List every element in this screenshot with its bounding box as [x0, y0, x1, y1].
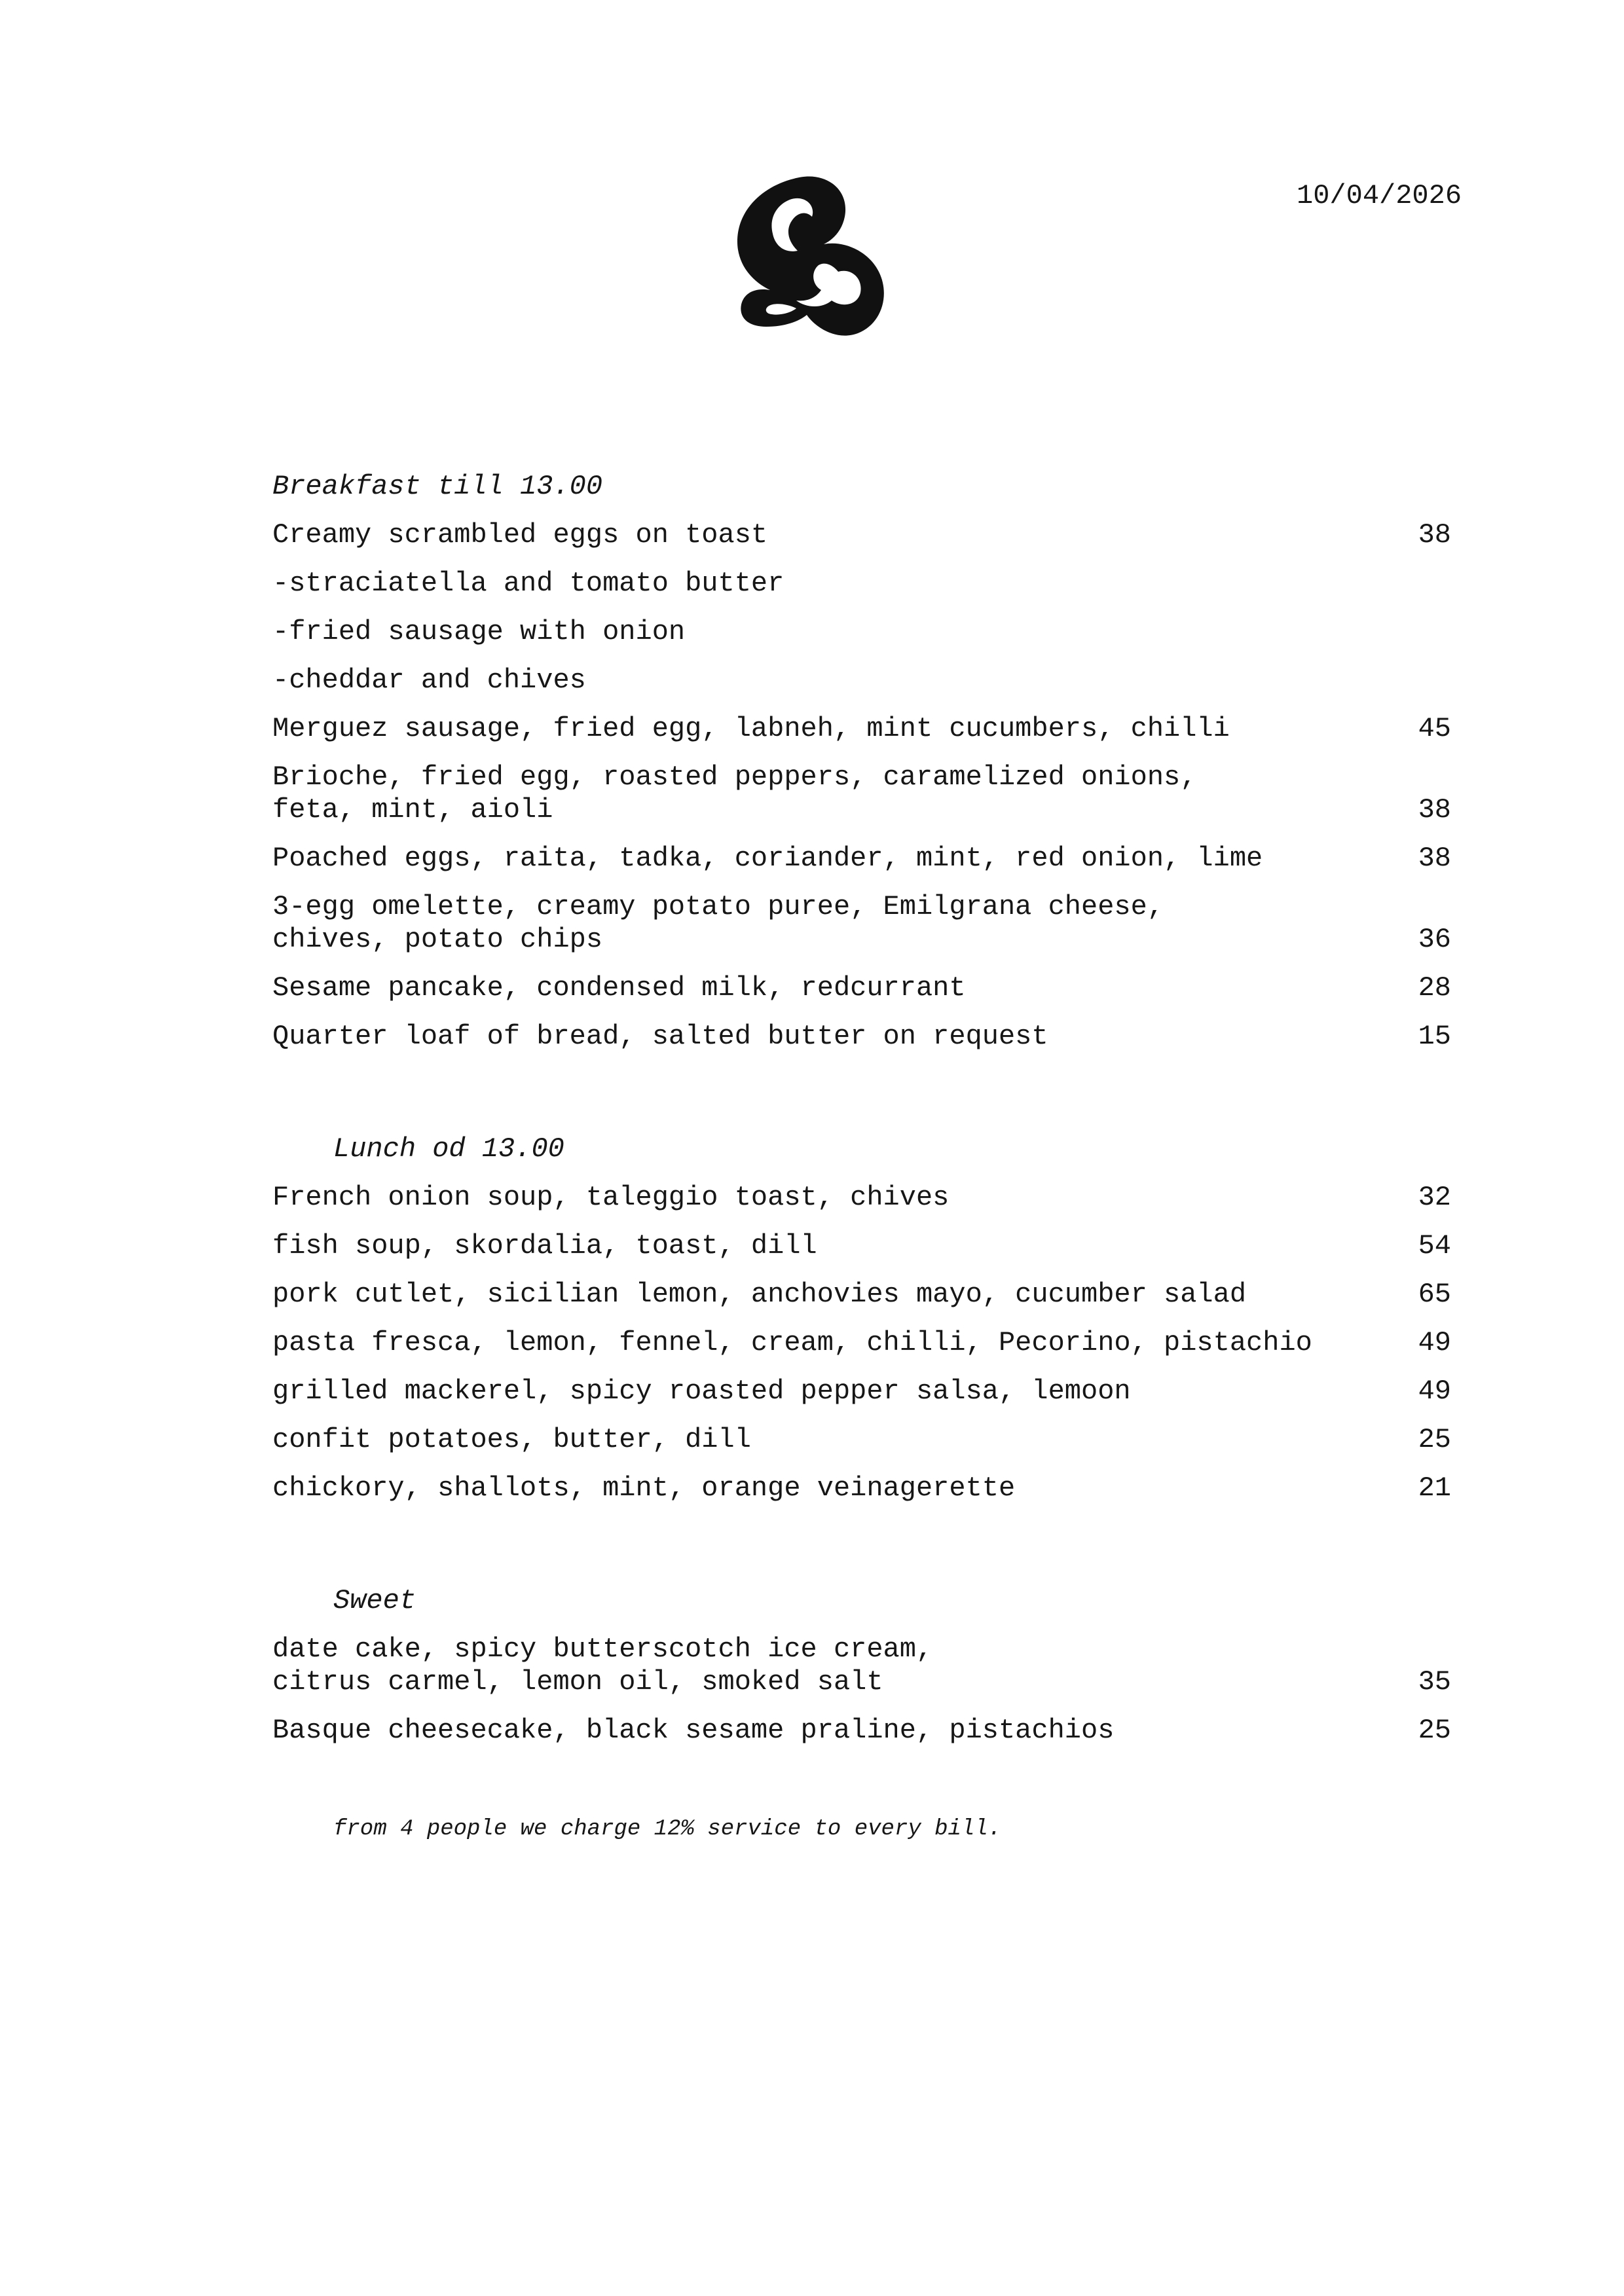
- section-spacer: [272, 1068, 1451, 1133]
- menu-item: [272, 664, 1451, 712]
- menu-item: [272, 1472, 1451, 1520]
- menu-item: [272, 1633, 1451, 1714]
- item-text: Quarter loaf of bread, salted butter on request: [272, 1021, 1048, 1052]
- item-price: 54: [1418, 1230, 1451, 1262]
- item-price: 25: [1418, 1424, 1451, 1455]
- menu-item: [272, 842, 1451, 890]
- menu-item: [272, 890, 1451, 972]
- service-charge-note: from 4 people we charge 12% service to every bill.: [333, 1817, 1002, 1842]
- lunch-items: [272, 1181, 1451, 1520]
- section-title-sweet: Sweet: [333, 1585, 416, 1616]
- section-spacer: [272, 1520, 1451, 1584]
- menu-item: [272, 567, 1451, 615]
- item-text: pork cutlet, sicilian lemon, anchovies mayo, cucumber salad: [272, 1279, 1247, 1310]
- menu-item: [272, 972, 1451, 1020]
- item-text: date cake, spicy butterscotch ice cream, citrus carmel, lemon oil, smoked salt: [272, 1633, 933, 1698]
- menu-item: [272, 1020, 1451, 1068]
- item-text: grilled mackerel, spicy roasted pepper salsa, lemoon: [272, 1376, 1131, 1407]
- menu-item: [272, 761, 1451, 842]
- item-price: 15: [1418, 1021, 1451, 1052]
- item-text: -straciatella and tomato butter: [272, 568, 784, 599]
- item-text: chickory, shallots, mint, orange veinagerette: [272, 1472, 1016, 1504]
- menu-date: 10/04/2026: [1297, 180, 1462, 211]
- menu-item: [272, 1423, 1451, 1472]
- item-price: 38: [1418, 519, 1451, 551]
- item-text: French onion soup, taleggio toast, chives: [272, 1182, 950, 1213]
- abstract-monogram-logo: [733, 173, 891, 337]
- item-price: 38: [1418, 843, 1451, 874]
- section-title-breakfast: Breakfast till 13.00: [272, 471, 603, 502]
- item-text: Brioche, fried egg, roasted peppers, caramelized onions, feta, mint, aioli: [272, 761, 1197, 826]
- menu-item: [272, 712, 1451, 761]
- section-title-lunch: Lunch od 13.00: [333, 1133, 564, 1165]
- item-text: confit potatoes, butter, dill: [272, 1424, 751, 1455]
- menu-item: [272, 1326, 1451, 1375]
- item-price: 65: [1418, 1279, 1451, 1310]
- menu-item: [272, 519, 1451, 567]
- item-price: 32: [1418, 1182, 1451, 1213]
- menu-item: [272, 615, 1451, 664]
- item-price: 49: [1418, 1327, 1451, 1358]
- breakfast-items: [272, 519, 1451, 1068]
- menu-item: [272, 1375, 1451, 1423]
- item-text: -cheddar and chives: [272, 665, 586, 696]
- menu-item: [272, 1230, 1451, 1278]
- item-text: 3-egg omelette, creamy potato puree, Emilgrana cheese, chives, potato chips: [272, 891, 1164, 955]
- item-price: 38: [1418, 794, 1451, 826]
- item-text: Basque cheesecake, black sesame praline, pistachios: [272, 1715, 1115, 1746]
- item-price: 36: [1418, 924, 1451, 955]
- menu-item: [272, 1278, 1451, 1326]
- item-price: 21: [1418, 1472, 1451, 1504]
- item-text: -fried sausage with onion: [272, 616, 686, 647]
- sweet-items: [272, 1633, 1451, 1762]
- item-text: Merguez sausage, fried egg, labneh, mint cucumbers, chilli: [272, 713, 1230, 744]
- item-price: 25: [1418, 1715, 1451, 1746]
- item-text: Sesame pancake, condensed milk, redcurrant: [272, 972, 966, 1004]
- item-text: fish soup, skordalia, toast, dill: [272, 1230, 817, 1262]
- item-price: 45: [1418, 713, 1451, 744]
- menu-item: [272, 1181, 1451, 1230]
- item-text: Poached eggs, raita, tadka, coriander, mint, red onion, lime: [272, 843, 1263, 874]
- menu-item: [272, 1714, 1451, 1762]
- menu-body: [272, 470, 1451, 1842]
- item-price: 35: [1418, 1666, 1451, 1698]
- item-text: Creamy scrambled eggs on toast: [272, 519, 768, 551]
- item-text: pasta fresca, lemon, fennel, cream, chilli, Pecorino, pistachio: [272, 1327, 1312, 1358]
- item-price: 49: [1418, 1376, 1451, 1407]
- item-price: 28: [1418, 972, 1451, 1004]
